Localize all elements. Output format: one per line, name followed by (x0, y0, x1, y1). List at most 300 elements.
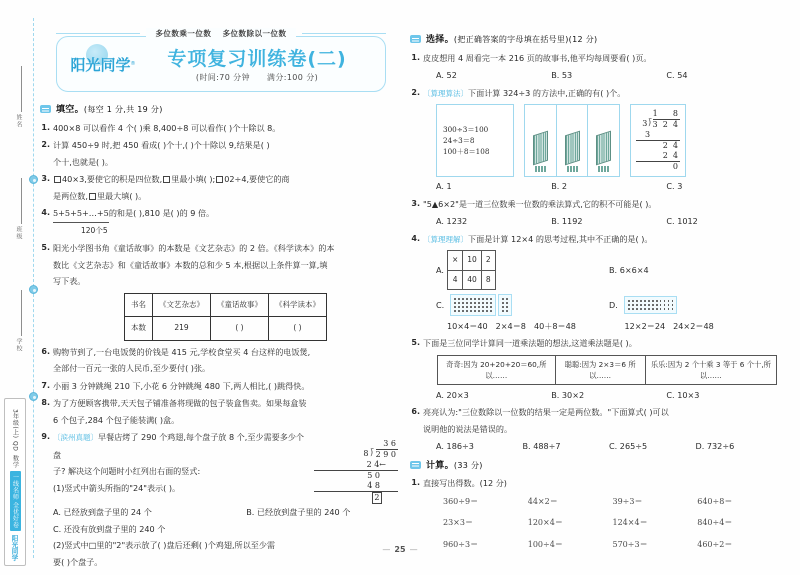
division-step2-row (314, 470, 398, 481)
dot-icon (628, 308, 630, 310)
field-rule (21, 66, 22, 112)
division-remainder-row (314, 491, 398, 504)
dot-icon (506, 306, 508, 308)
calc-item[interactable]: 960÷3＝ (443, 539, 479, 549)
q2-6-option-c[interactable]: C. 265÷5 (609, 441, 648, 452)
dot-icon (490, 298, 492, 300)
dot-icon (506, 310, 508, 312)
q2-3-text: "5▲6×2"是一道三位数乘一位数的乘法算式,它的积不可能是( )。 (423, 198, 657, 209)
unit-dot-row (567, 169, 578, 172)
dot-icon (672, 304, 674, 306)
hundred-slab-icon (596, 131, 611, 166)
q1-9-sub2b: 要( )个盘子。 (53, 556, 103, 567)
q1-9-option-c[interactable]: C. 还没有放到盘子里的 240 个 (53, 523, 166, 534)
q2-4-option-c-label: C. (436, 299, 445, 310)
section-two-title (426, 32, 597, 49)
q2-4-caption-c (447, 318, 615, 335)
q2-6-line2: 说明他的说法是错误的。 (423, 423, 513, 434)
dot-icon (502, 298, 504, 300)
dot-icon (652, 308, 654, 310)
dot-icon (660, 304, 662, 306)
q2-2-option-a[interactable]: A. 1 (436, 181, 452, 191)
cell-times-icon: × (447, 251, 462, 271)
q1-7 (40, 378, 398, 395)
paper-meta (138, 72, 376, 83)
dot-icon (668, 300, 670, 302)
dot-icon (632, 300, 634, 302)
q2-4-caption-d (615, 318, 783, 335)
field-rule (21, 290, 22, 336)
q2-2-tag: 〔算理算法〕 (423, 88, 468, 98)
q1-4 (40, 205, 398, 239)
dot-icon (454, 302, 456, 304)
dot-icon (482, 298, 484, 300)
field-rule (21, 178, 22, 224)
spine-label (4, 398, 26, 566)
division-step1: 3 (645, 130, 651, 139)
dot-icon (466, 302, 468, 304)
division-step2-row (636, 140, 680, 151)
q2-2-text (423, 85, 782, 103)
division-step3: 2 4 (662, 151, 678, 160)
cell-two: 2 (481, 251, 495, 271)
dot-icon (636, 308, 638, 310)
dot-icon (640, 308, 642, 310)
dot-icon (502, 310, 504, 312)
dot-icon (502, 302, 504, 304)
table-row (447, 270, 495, 290)
spine-grade: 3年级(上) (11, 408, 19, 439)
cell-count-science[interactable]: ( ) (269, 317, 327, 341)
q2-1-option-b[interactable]: B. 53 (551, 70, 573, 80)
q3-1-label: 直接写出得数。 (423, 478, 480, 489)
section-three-heading (410, 458, 782, 475)
dot-block-two (498, 294, 512, 316)
q1-9-sub2: (2)竖式中□里的"2"表示放了( )盘后还剩( )个鸡翅,所以至少需 (53, 540, 276, 550)
q1-8-line2: 6 个包子,284 个包子能装满( )盒。 (53, 414, 180, 425)
brand-logo (66, 44, 140, 84)
q3-1-points: (12 分) (479, 478, 507, 489)
q2-2-option-c[interactable]: C. 3 (666, 181, 683, 191)
q1-8-number: 8. (41, 398, 50, 407)
q2-3-option-c[interactable]: C. 1012 (666, 216, 698, 226)
dot-icon (474, 306, 476, 308)
q2-6-number: 6. (411, 407, 420, 417)
division-divisor: 8 (363, 449, 369, 458)
table-row (447, 251, 495, 271)
dot-icon (454, 298, 456, 300)
dot-icon (628, 300, 630, 302)
q1-9-line2: 子? 解决这个问题时小红列出右面的竖式: (53, 466, 201, 476)
q1-6-line1: 购物节到了,一台电饭煲的价钱是 415 元,学校食堂买 4 台这样的电饭煲, (53, 346, 311, 357)
cell-science: 《科学读本》 (269, 293, 327, 317)
field-school: 学校 (15, 338, 22, 352)
dot-icon (486, 298, 488, 300)
right-column (410, 30, 782, 558)
unit-dot-row (535, 169, 546, 172)
q2-5-number: 5. (411, 338, 420, 348)
dot-icon (470, 302, 472, 304)
keyword-2: 多位数除以一位数 (222, 29, 287, 38)
q1-6-number: 6. (41, 346, 50, 356)
cell-book-name: 书名 (125, 293, 153, 317)
dot-icon (458, 302, 460, 304)
dot-icon (466, 310, 468, 312)
dash-right: — (409, 545, 418, 554)
cell-count-label: 本数 (125, 317, 153, 341)
dot-icon (648, 304, 650, 306)
section-marker-icon (410, 35, 421, 43)
calc-item[interactable]: 640÷8＝ (697, 496, 733, 506)
q2-1-option-a[interactable]: A. 52 (436, 70, 457, 80)
caption-c-3: 40＋8＝48 (533, 320, 576, 331)
cell-count-literary: 219 (153, 317, 211, 341)
q2-1-number: 1. (411, 52, 420, 62)
q2-6-option-b[interactable]: B. 488÷7 (522, 441, 561, 452)
calc-item[interactable]: 44×2＝ (527, 496, 558, 506)
dot-icon (672, 308, 674, 310)
section-marker-icon (40, 105, 51, 113)
method-box-a (436, 104, 514, 177)
q2-4-option-a-label: A. (436, 264, 444, 275)
dot-icon (454, 310, 456, 312)
q1-9-line1 (53, 429, 308, 463)
q1-1-text: 400×8 可以看作 4 个( )乘 8,400÷8 可以看作( )个十除以 8。 (53, 122, 281, 133)
dot-icon (660, 300, 662, 302)
dot-icon (486, 306, 488, 308)
dot-icon (470, 298, 472, 300)
q1-9-number: 9. (41, 432, 50, 441)
q1-4-rest: 的和是( ),810 是( )的 9 倍。 (108, 208, 215, 218)
section-three-points: (33 分) (453, 460, 483, 470)
hundred-slab-icon (533, 131, 548, 166)
dot-icon (640, 304, 642, 306)
dot-icon (466, 306, 468, 308)
page-title: 专项复习训练卷(二) (167, 48, 347, 70)
calc-item[interactable]: 360÷9＝ (443, 496, 479, 506)
dot-icon (648, 308, 650, 310)
q1-7-number: 7. (41, 380, 50, 390)
dot-icon (478, 306, 480, 308)
dot-icon (644, 300, 646, 302)
banner-inner (56, 36, 386, 92)
dot-icon (486, 302, 488, 304)
q1-9-tag: 〔滨州真题〕 (53, 433, 98, 442)
student-ideas-table (437, 355, 777, 385)
dot-icon (482, 306, 484, 308)
idea-lele: 乐乐:因为 2 个十乘 3 等于 6 个十,所以…… (645, 355, 776, 384)
division-divisor: 3 (642, 119, 648, 128)
dot-icon (506, 302, 508, 304)
q1-6-line2: 全部付一百元一张的人民币,至少要付( )张。 (53, 363, 211, 373)
dot-icon (462, 306, 464, 308)
division-step2: 2 4 (662, 141, 678, 150)
division-step3-row (314, 481, 398, 491)
q2-1-option-c[interactable]: C. 54 (666, 70, 688, 80)
dot-icon (458, 310, 460, 312)
q2-6-option-a[interactable]: A. 186÷3 (436, 441, 474, 452)
dot-icon (644, 308, 646, 310)
dash-left: — (382, 545, 391, 554)
method-a-line3: 100＋8＝108 (443, 147, 490, 156)
dot-icon (462, 298, 464, 300)
dot-icon (482, 302, 484, 304)
spine-subject: 数学 (11, 454, 19, 468)
division-remainder-row (636, 161, 680, 172)
q2-3-option-a[interactable]: A. 1232 (436, 216, 468, 226)
q2-4-option-c[interactable] (436, 294, 609, 316)
section-one-label: 填空。 (56, 105, 84, 115)
dot-icon (458, 306, 460, 308)
blank-box-icon (89, 193, 96, 200)
calc-item[interactable]: 39÷3＝ (612, 496, 643, 506)
dot-icon (648, 300, 650, 302)
keyword-1: 多位数乘一位数 (155, 29, 212, 38)
dot-icon (486, 310, 488, 312)
q1-9-option-a[interactable]: A. 已经放到盘子里的 24 个 (53, 507, 152, 517)
dot-icon (470, 310, 472, 312)
method-a-line1: 300÷3＝100 (443, 125, 489, 134)
dot-icon (632, 304, 634, 306)
blank-box-icon (163, 176, 170, 183)
q1-2-text: 计算 450÷9 时,把 450 看成( )个十,( )个十除以 9,结果是( ) (53, 140, 270, 150)
dot-icon (664, 308, 666, 310)
dot-icon (490, 310, 492, 312)
q2-6-line1: 亮亮认为:"三位数除以一位数的结果一定是两位数。"下面算式( )可以 (423, 407, 669, 418)
q1-9-option-b[interactable]: B. 已经放到盘子里的 240 个 (246, 507, 351, 517)
total-score: 满分:100 分) (266, 73, 319, 82)
binding-margin (0, 0, 34, 575)
q1-4-brace-label: 120个5 (81, 225, 108, 235)
q2-5-text: 下面是三位同学计算同一道乘法题的想法,这道乘法题是( )。 (423, 338, 637, 349)
cell-forty: 40 (463, 270, 482, 290)
q1-8 (40, 395, 398, 428)
dot-icon (502, 306, 504, 308)
q1-3 (40, 171, 398, 204)
dot-icon (490, 306, 492, 308)
q1-5-line1: 阳光小学图书角《童话故事》的本数是《文艺杂志》的 2 倍。《科学读本》的本 (53, 243, 335, 253)
calc-item[interactable]: 100÷4＝ (527, 539, 563, 549)
q2-4-option-b[interactable]: B. 6×6×4 (609, 264, 649, 275)
dot-icon (672, 300, 674, 302)
q1-1-number: 1. (41, 122, 50, 132)
dot-icon (628, 304, 630, 306)
table-row (438, 355, 777, 384)
section-two-heading (410, 32, 782, 49)
caption-d-1: 12×2＝24 (624, 320, 666, 331)
rule-right (302, 33, 386, 34)
q2-1-text: 皮皮想用 4 周看完一本 216 页的故事书,他平均每周要看( )页。 (423, 52, 652, 63)
dot-icon (652, 300, 654, 302)
division-step3-row (636, 151, 680, 161)
q2-4-number: 4. (411, 233, 420, 243)
method-a-line2: 24÷3＝8 (443, 136, 475, 145)
q1-5-line2: 数比《文艺杂志》和《童话故事》本数的总和少 5 本,根据以上条件算一算,填 (53, 259, 328, 270)
dot-icon (482, 310, 484, 312)
dot-icon (478, 302, 480, 304)
q1-3-mid: 里最小填( ); (171, 174, 216, 184)
q2-2 (410, 85, 782, 195)
q2-1-options (423, 67, 782, 84)
q2-4-text-main: 下面是计算 12×4 的思考过程,其中不正确的是( )。 (468, 233, 653, 244)
q2-6 (410, 404, 782, 455)
q2-3-option-b[interactable]: B. 1192 (551, 216, 583, 226)
dot-icon (474, 302, 476, 304)
division-remainder: 2 (372, 492, 382, 504)
rule-left (56, 33, 140, 34)
section-one-heading (40, 102, 398, 119)
q1-5-line3: 写下表。 (53, 276, 86, 286)
caption-c-1: 10×4＝40 (447, 320, 488, 331)
binding-hole (29, 175, 38, 184)
q1-2 (40, 137, 398, 170)
page-number: 25 (394, 545, 406, 554)
q1-3-number: 3. (41, 174, 50, 183)
q2-6-option-d[interactable]: D. 732÷6 (695, 441, 735, 452)
section-one-title (56, 102, 163, 119)
cell-ten: 10 (463, 251, 482, 271)
q1-5 (40, 240, 398, 343)
field-name: 姓名 (15, 114, 22, 128)
q2-4-option-d[interactable] (609, 296, 782, 314)
dot-array-c (450, 294, 511, 316)
dot-icon (644, 304, 646, 306)
q2-1 (410, 50, 782, 84)
division-step1: 2 4 (366, 460, 380, 469)
cell-four: 4 (447, 270, 462, 290)
dot-block-ten (450, 294, 496, 316)
q1-3-line2 (53, 188, 398, 205)
q2-5-option-c[interactable]: C. 10×3 (666, 389, 700, 400)
dot-icon (478, 310, 480, 312)
q1-4-expression: 5+5+5+…+5 (53, 205, 109, 223)
q2-2-option-b[interactable]: B. 2 (551, 181, 568, 191)
section-marker-icon (410, 461, 421, 469)
field-class: 班级 (15, 226, 22, 240)
section-two-points: (把正确答案的字母填在括号里)(12 分) (453, 35, 598, 44)
section-one-points: (每空 1 分,共 19 分) (83, 105, 163, 114)
q2-4-option-a[interactable] (436, 250, 609, 290)
q1-7-text: 小丽 3 分钟跳绳 210 下,小花 6 分钟跳绳 480 下,两人相比,( )跳得快。 (53, 380, 310, 391)
dot-icon (490, 302, 492, 304)
dot-icon (458, 298, 460, 300)
dot-icon (660, 308, 662, 310)
unit-dot-row (598, 169, 609, 172)
q2-3-number: 3. (411, 198, 420, 208)
calc-row (443, 515, 782, 532)
division-step1-row (636, 130, 680, 140)
dot-icon (462, 302, 464, 304)
division-dividend-row: 3 ⟌ 3 2 4 (642, 119, 678, 129)
q1-3-line2a: 是两位数, (53, 190, 88, 201)
arrow-icon: ← (379, 460, 386, 469)
slab-group-2 (557, 105, 589, 176)
calc-item[interactable]: 120×4＝ (527, 518, 563, 528)
calc-item[interactable]: 570÷3＝ (612, 539, 648, 549)
cell-literary: 《文艺杂志》 (153, 293, 211, 317)
dot-icon (668, 304, 670, 306)
dot-icon (470, 306, 472, 308)
dot-icon (640, 300, 642, 302)
q2-6-options (423, 438, 782, 455)
division-dividend: 2 9 0 (375, 450, 396, 459)
slab-group-1 (525, 105, 557, 176)
dot-icon (474, 310, 476, 312)
section-three-label: 计算。 (426, 460, 454, 471)
section-two-label: 选择。 (426, 35, 454, 45)
caption-d-2: 24×2＝48 (673, 320, 714, 331)
q2-5-options (423, 387, 782, 404)
dot-icon (656, 304, 658, 306)
table-row (125, 317, 327, 341)
q1-3-pre: 40×3,要使它的积是四位数, (62, 174, 163, 184)
binding-hole (29, 285, 38, 294)
dot-icon (656, 308, 658, 310)
dot-icon (466, 298, 468, 300)
blank-box-icon (54, 176, 61, 183)
q2-4-option-d-label: D. (609, 299, 618, 310)
calc-item[interactable]: 124×4＝ (612, 518, 648, 528)
q1-9-line1-text: 早餐店烤了 290 个鸡翅,每个盘子放 8 个,至少需要多少个盘 (53, 432, 305, 460)
dot-icon (506, 298, 508, 300)
calc-item[interactable]: 23×3＝ (443, 518, 473, 528)
q2-4 (410, 231, 782, 335)
division-step2: 5 0 (367, 471, 380, 480)
dot-icon (664, 304, 666, 306)
dot-icon (636, 304, 638, 306)
q1-4-line (53, 205, 398, 223)
q2-2-number: 2. (411, 87, 420, 97)
q2-2-text-main: 下面计算 324÷3 的方法中,正确的有( )个。 (468, 87, 626, 98)
division-dividend-row: 8 ⟌ 2 9 0 (363, 449, 396, 459)
division-quotient: 1 8 (652, 109, 678, 118)
dot-icon (454, 306, 456, 308)
q1-6 (40, 344, 398, 377)
page-footer (0, 545, 800, 554)
calc-item[interactable]: 840÷4＝ (697, 518, 733, 528)
caption-c-2: 2×4＝8 (495, 320, 526, 331)
spine-badge: 一线名师 全优好卷 (10, 471, 21, 531)
dot-icon (636, 300, 638, 302)
q2-4-text (423, 231, 782, 249)
binding-hole (29, 392, 38, 401)
cell-fairytale: 《童话故事》 (211, 293, 269, 317)
dot-block-twelve (624, 296, 678, 314)
division-step1-row (314, 460, 398, 470)
q1-2-text-line2: 个十,也就是( )。 (53, 156, 114, 167)
q2-5-option-b[interactable]: B. 30×2 (551, 389, 585, 400)
q2-5-option-a[interactable]: A. 20×3 (436, 389, 469, 400)
q1-5-number: 5. (41, 243, 50, 252)
division-quotient-row (636, 109, 680, 119)
dot-icon (652, 304, 654, 306)
calc-item[interactable]: 460÷2＝ (697, 539, 733, 549)
slab-group-3 (588, 105, 619, 176)
dot-icon (462, 310, 464, 312)
q1-3-line1 (53, 171, 398, 188)
method-box-b (524, 104, 620, 177)
hundred-slab-icon (565, 131, 580, 166)
division-dividend: 3 2 4 (652, 120, 678, 129)
q2-3-options (423, 213, 782, 230)
cell-eight: 8 (481, 270, 495, 290)
long-division-324 (636, 109, 680, 172)
calc-row (443, 494, 782, 511)
cell-count-fairytale[interactable]: ( ) (211, 317, 269, 341)
section-three-title (426, 458, 483, 475)
spine-logo: 阳光同学 (10, 535, 19, 561)
q1-1 (40, 120, 398, 137)
